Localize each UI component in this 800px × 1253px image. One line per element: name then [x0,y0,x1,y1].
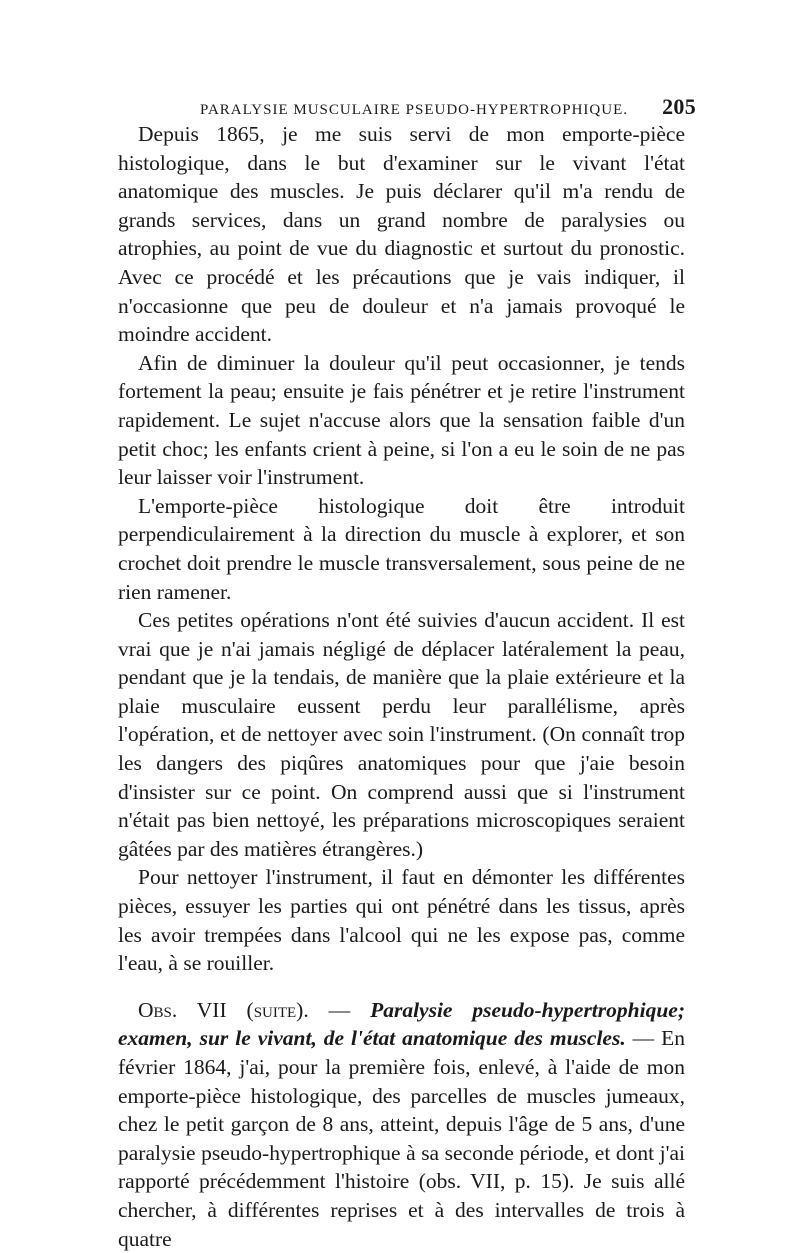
page-number: 205 [662,94,696,119]
paragraph: Afin de diminuer la douleur qu'il peut occasionner, je tends fortement la peau; ensuite je fais pénétrer et je retire l'instrument rapidement. Le sujet n'accuse alors que la sensation faible d'un petit choc; les enfants crient à peine, si l'on a eu le soin de ne pas leur laisser voir l'instrument. [118,350,685,490]
paragraph: Pour nettoyer l'instrument, il faut en démonter les différentes pièces, essuyer les parties qui ont pénétré dans les tissus, après les avoir trempées dans l'alcool qui ne les expose pas, comme l'eau, à se rouiller. [118,865,685,976]
paragraph: L'emporte-pièce histologique doit être introduit perpendiculairement à la direction du muscle à explorer, et son crochet doit prendre le muscle transversalement, sous peine de ne rien ramener. [118,493,685,604]
paragraph: Ces petites opérations n'ont été suivies d'aucun accident. Il est vrai que je n'ai jamais négligé de déplacer latéralement la peau, pendant que je la tendais, de manière que la plaie extérieure et la plaie musculaire eussent perdu leur parallélisme, après l'opération, et de nettoyer avec soin l'instrument. (On connaît trop les dangers des piqûres anatomiques pour que j'aie besoin d'insister sur ce point. On comprend aussi que si l'instrument n'était pas bien nettoyé, les préparations microscopiques seraient gâtées par des matières étrangères.) [118,608,685,861]
paragraph: Depuis 1865, je me suis servi de mon emporte-pièce histologique, dans le but d'examiner sur le vivant l'état anatomique des muscles. Je puis déclarer qu'il m'a rendu de grands services, dans un grand nombre de paralysies ou atrophies, au point de vue du diagnostic et surtout du pronostic. Avec ce procédé et les précautions que je vais indiquer, il n'occasionne que peu de douleur et n'a jamais provoqué le moindre accident. [118,122,685,347]
observation-dash: — [308,997,371,1022]
observation-text: En février 1864, j'ai, pour la première fois, enlevé, à l'aide de mon emporte-pièce histologique, des parcelles de muscles jumeaux, chez le petit garçon de 8 ans, atteint, depuis l'âge de 5 ans, d'une paralysie pseudo-hypertrophique à sa seconde période, et dont j'ai rapporté précédemment l'histoire (obs. VII, p. 15). Je suis allé chercher, à différentes reprises et à des intervalles de trois à quatre [118,1026,685,1251]
page-header [200,94,696,119]
observation-dash: — [625,1026,662,1051]
observation-title: Paralysie pseudo-hypertrophique; examen, sur le vivant, de l'état anatomique des muscles. [118,997,685,1051]
observation-label: Obs. VII (suite). [138,997,309,1022]
observation-paragraph [118,996,685,1253]
running-title: PARALYSIE MUSCULAIRE PSEUDO-HYPERTROPHIQUE. [200,102,628,118]
page-body [118,120,685,1253]
